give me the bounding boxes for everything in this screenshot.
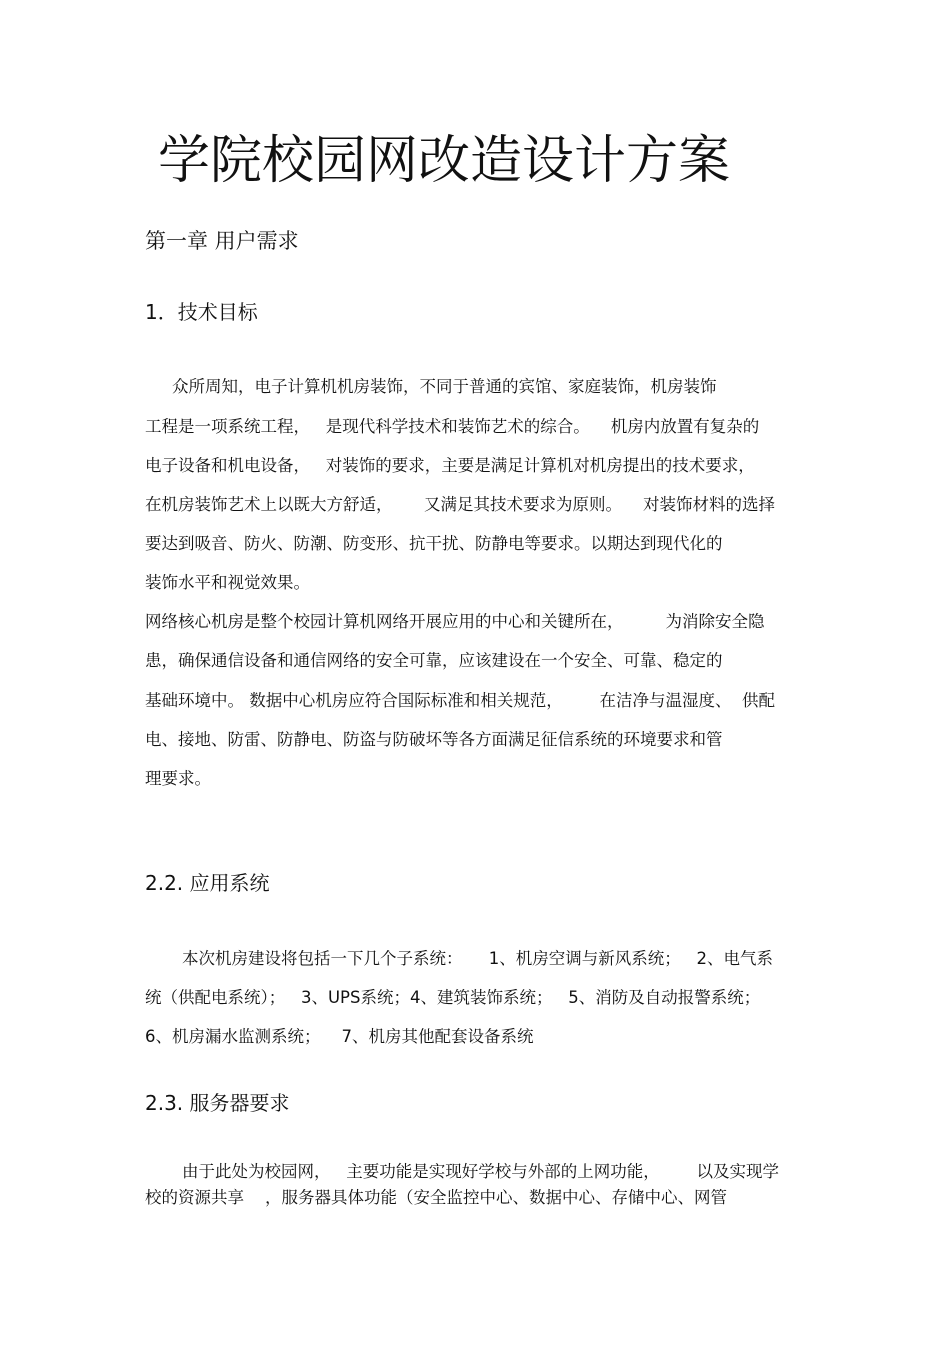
paragraph-line: 患，确保通信设备和通信网络的安全可靠，应该建设在一个安全、可靠、稳定的: [145, 651, 723, 670]
chapter-heading: 第一章 用户需求: [145, 229, 299, 253]
paragraph-line: 众所周知，电子计算机机房装饰，不同于普通的宾馆、家庭装饰，机房装饰: [172, 377, 717, 396]
paragraph-line: 由于此处为校园网， 主要功能是实现好学校与外部的上网功能， 以及实现学: [182, 1162, 779, 1181]
paragraph-line: 工程是一项系统工程， 是现代科学技术和装饰艺术的综合。 机房内放置有复杂的: [145, 417, 760, 436]
paragraph-line: 本次机房建设将包括一下几个子系统： 1、机房空调与新风系统； 2、电气系: [182, 949, 773, 968]
section-heading-application-systems: 2.2. 应用系统: [145, 871, 270, 895]
paragraph-line: 理要求。: [145, 769, 211, 788]
section-heading-server-requirements: 2.3. 服务器要求: [145, 1091, 290, 1115]
paragraph-line: 网络核心机房是整个校园计算机网络开展应用的中心和关键所在， 为消除安全隐: [145, 612, 765, 631]
document-title: 学院校园网改造设计方案: [158, 131, 731, 191]
paragraph-line: 6、机房漏水监测系统； 7、机房其他配套设备系统: [145, 1027, 534, 1046]
paragraph-line: 在机房装饰艺术上以既大方舒适， 又满足其技术要求为原则。 对装饰材料的选择: [145, 495, 775, 514]
paragraph-line: 电、接地、防雷、防静电、防盗与防破坏等各方面满足征信系统的环境要求和管: [145, 730, 723, 749]
paragraph-line: 装饰水平和视觉效果。: [145, 573, 310, 592]
paragraph-line: 统（供配电系统）； 3、UPS系统；4、建筑装饰系统； 5、消防及自动报警系统；: [145, 988, 761, 1007]
section-heading-tech-goals: 1．技术目标: [145, 300, 258, 324]
paragraph-line: 电子设备和机电设备， 对装饰的要求，主要是满足计算机对机房提出的技术要求，: [145, 456, 755, 475]
paragraph-line: 校的资源共享 ，服务器具体功能（安全监控中心、数据中心、存储中心、网管: [145, 1188, 727, 1207]
paragraph-line: 基础环境中。 数据中心机房应符合国际标准和相关规范， 在洁净与温湿度、 供配: [145, 691, 775, 710]
paragraph-line: 要达到吸音、防火、防潮、防变形、抗干扰、防静电等要求。以期达到现代化的: [145, 534, 723, 553]
